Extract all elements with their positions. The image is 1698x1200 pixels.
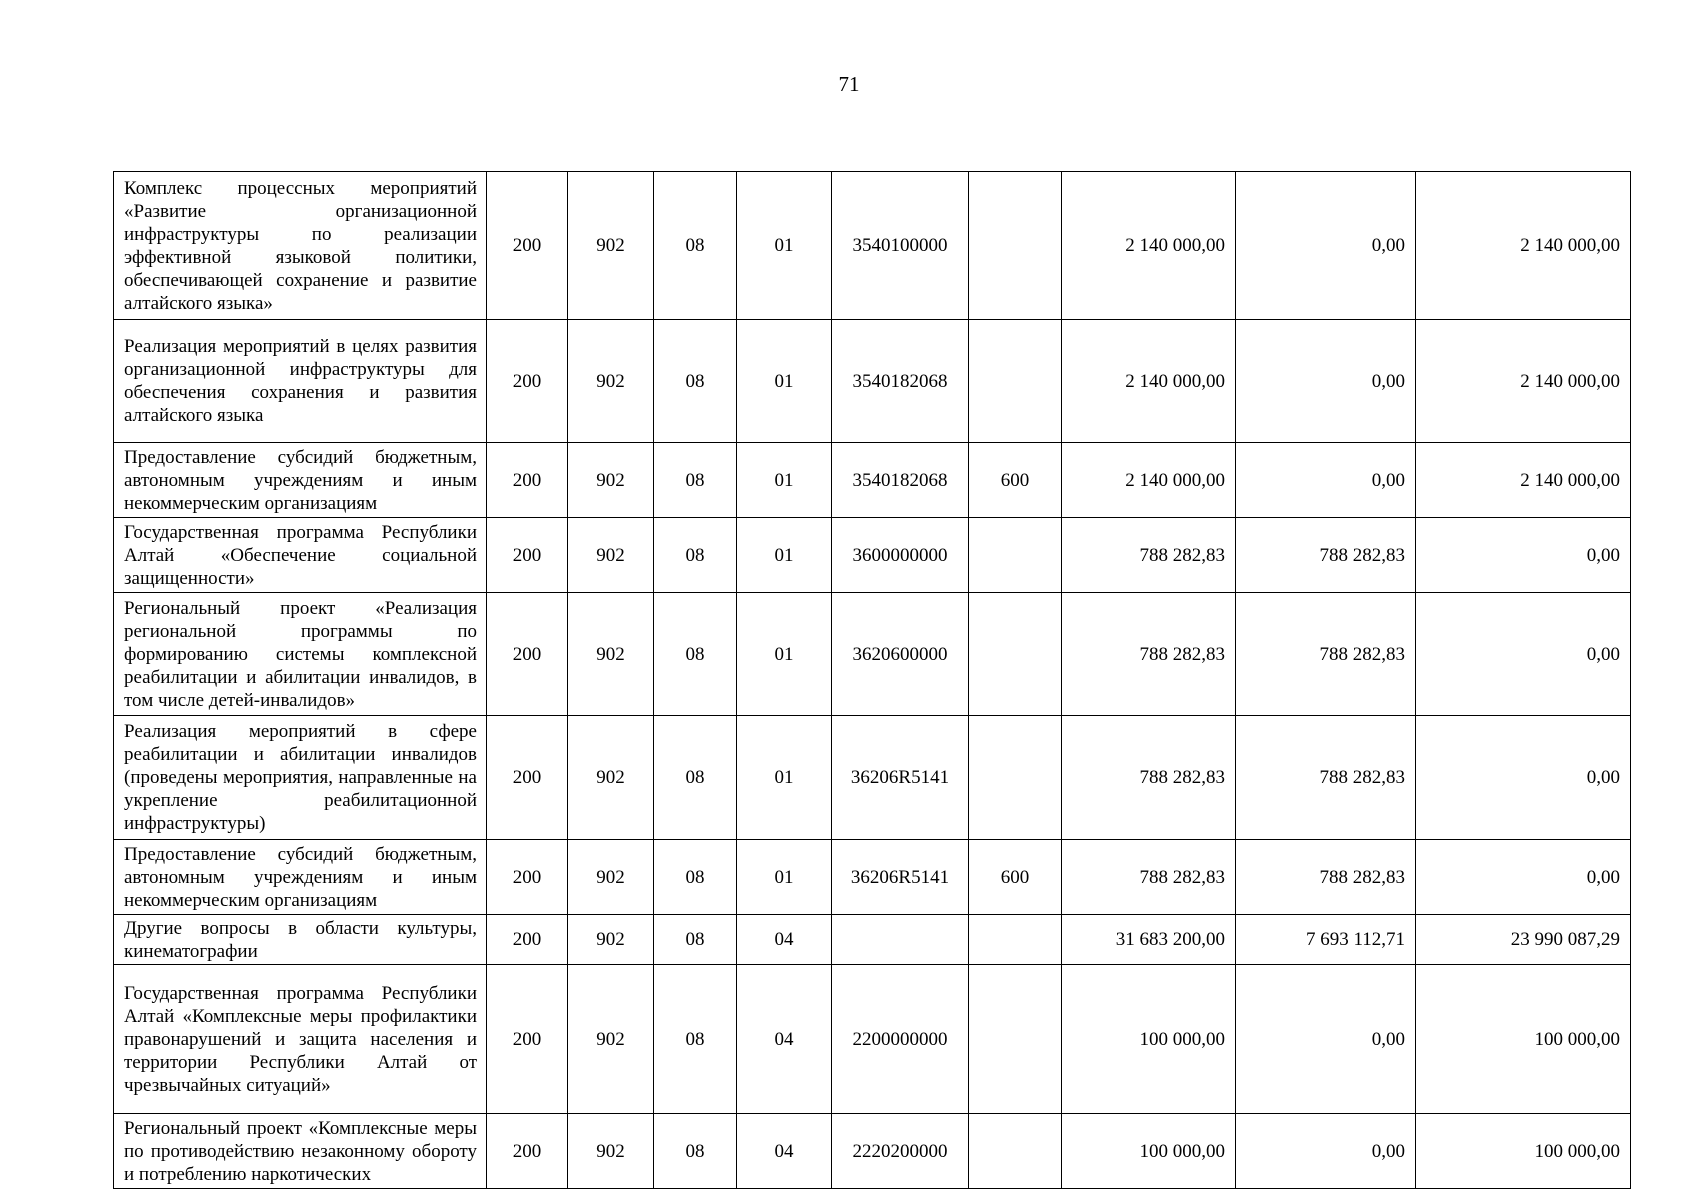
amount-regional-cell: 0,00: [1416, 840, 1631, 915]
code-cell: 200: [487, 443, 568, 518]
section-cell: 08: [654, 840, 737, 915]
admin-code-cell: 902: [568, 915, 654, 965]
amount-regional-cell: 100 000,00: [1416, 1114, 1631, 1189]
table-row: [114, 716, 1631, 840]
subsection-cell: 01: [737, 443, 832, 518]
target-article-cell: [832, 915, 969, 965]
amount-total-cell: 2 140 000,00: [1062, 320, 1236, 443]
expense-type-cell: [969, 965, 1062, 1114]
target-article-cell: 2220200000: [832, 1114, 969, 1189]
amount-federal-cell: 788 282,83: [1236, 716, 1416, 840]
code-cell: 200: [487, 716, 568, 840]
amount-total-cell: 100 000,00: [1062, 965, 1236, 1114]
code-cell: 200: [487, 518, 568, 593]
subsection-cell: 01: [737, 518, 832, 593]
amount-federal-cell: 0,00: [1236, 172, 1416, 320]
expense-type-cell: [969, 915, 1062, 965]
expense-type-cell: [969, 518, 1062, 593]
amount-total-cell: 788 282,83: [1062, 518, 1236, 593]
amount-total-cell: 788 282,83: [1062, 716, 1236, 840]
expense-type-cell: 600: [969, 443, 1062, 518]
subsection-cell: 01: [737, 716, 832, 840]
amount-federal-cell: 788 282,83: [1236, 518, 1416, 593]
subsection-cell: 01: [737, 320, 832, 443]
amount-total-cell: 788 282,83: [1062, 840, 1236, 915]
target-article-cell: 3620600000: [832, 593, 969, 716]
row-name: Государственная программа Республики Алтай «Обеспечение социальной защищенности»: [114, 518, 487, 593]
subsection-cell: 04: [737, 965, 832, 1114]
budget-table: [113, 171, 1631, 1189]
row-name: Реализация мероприятий в сфере реабилитации и абилитации инвалидов (проведены мероприятия, направленные на укрепление реабилитационной инфраструктуры): [114, 716, 487, 840]
admin-code-cell: 902: [568, 593, 654, 716]
target-article-cell: 36206R5141: [832, 716, 969, 840]
section-cell: 08: [654, 443, 737, 518]
subsection-cell: 01: [737, 840, 832, 915]
row-name: Реализация мероприятий в целях развития организационной инфраструктуры для обеспечения сохранения и развития алтайского языка: [114, 320, 487, 443]
table-row: [114, 915, 1631, 965]
admin-code-cell: 902: [568, 320, 654, 443]
expense-type-cell: [969, 716, 1062, 840]
amount-regional-cell: 2 140 000,00: [1416, 320, 1631, 443]
table-row: [114, 840, 1631, 915]
amount-total-cell: 31 683 200,00: [1062, 915, 1236, 965]
subsection-cell: 01: [737, 172, 832, 320]
amount-regional-cell: 0,00: [1416, 518, 1631, 593]
section-cell: 08: [654, 1114, 737, 1189]
amount-federal-cell: 0,00: [1236, 1114, 1416, 1189]
admin-code-cell: 902: [568, 443, 654, 518]
section-cell: 08: [654, 172, 737, 320]
expense-type-cell: 600: [969, 840, 1062, 915]
subsection-cell: 04: [737, 1114, 832, 1189]
amount-federal-cell: 0,00: [1236, 443, 1416, 518]
target-article-cell: 2200000000: [832, 965, 969, 1114]
code-cell: 200: [487, 593, 568, 716]
target-article-cell: 36206R5141: [832, 840, 969, 915]
target-article-cell: 3540182068: [832, 320, 969, 443]
code-cell: 200: [487, 1114, 568, 1189]
amount-regional-cell: 23 990 087,29: [1416, 915, 1631, 965]
amount-federal-cell: 7 693 112,71: [1236, 915, 1416, 965]
table-row: [114, 965, 1631, 1114]
code-cell: 200: [487, 840, 568, 915]
amount-federal-cell: 788 282,83: [1236, 840, 1416, 915]
section-cell: 08: [654, 518, 737, 593]
table-row: [114, 593, 1631, 716]
section-cell: 08: [654, 593, 737, 716]
admin-code-cell: 902: [568, 965, 654, 1114]
amount-regional-cell: 0,00: [1416, 716, 1631, 840]
amount-federal-cell: 0,00: [1236, 965, 1416, 1114]
target-article-cell: 3540182068: [832, 443, 969, 518]
amount-total-cell: 100 000,00: [1062, 1114, 1236, 1189]
code-cell: 200: [487, 915, 568, 965]
table-row: [114, 518, 1631, 593]
code-cell: 200: [487, 172, 568, 320]
section-cell: 08: [654, 716, 737, 840]
expense-type-cell: [969, 593, 1062, 716]
row-name: Другие вопросы в области культуры, кинематографии: [114, 915, 487, 965]
expense-type-cell: [969, 172, 1062, 320]
amount-total-cell: 788 282,83: [1062, 593, 1236, 716]
admin-code-cell: 902: [568, 1114, 654, 1189]
expense-type-cell: [969, 1114, 1062, 1189]
section-cell: 08: [654, 965, 737, 1114]
page-number: 71: [838, 72, 860, 96]
amount-federal-cell: 788 282,83: [1236, 593, 1416, 716]
admin-code-cell: 902: [568, 716, 654, 840]
row-name: Региональный проект «Реализация региональной программы по формированию системы комплексной реабилитации и абилитации инвалидов, в том числе детей-инвалидов»: [114, 593, 487, 716]
amount-total-cell: 2 140 000,00: [1062, 172, 1236, 320]
target-article-cell: 3600000000: [832, 518, 969, 593]
row-name: Региональный проект «Комплексные меры по противодействию незаконному обороту и потреблению наркотических: [114, 1114, 487, 1189]
row-name: Государственная программа Республики Алтай «Комплексные меры профилактики правонарушений и защита населения и территории Республики Алтай от чрезвычайных ситуаций»: [114, 965, 487, 1114]
amount-regional-cell: 2 140 000,00: [1416, 443, 1631, 518]
amount-regional-cell: 0,00: [1416, 593, 1631, 716]
code-cell: 200: [487, 320, 568, 443]
table-row: [114, 320, 1631, 443]
amount-federal-cell: 0,00: [1236, 320, 1416, 443]
row-name: Предоставление субсидий бюджетным, автономным учреждениям и иным некоммерческим организациям: [114, 443, 487, 518]
admin-code-cell: 902: [568, 172, 654, 320]
table-row: [114, 1114, 1631, 1189]
subsection-cell: 04: [737, 915, 832, 965]
row-name: Предоставление субсидий бюджетным, автономным учреждениям и иным некоммерческим организациям: [114, 840, 487, 915]
table-row: [114, 172, 1631, 320]
row-name: Комплекс процессных мероприятий «Развитие организационной инфраструктуры по реализации эффективной языковой политики, обеспечивающей сохранение и развитие алтайского языка»: [114, 172, 487, 320]
amount-regional-cell: 100 000,00: [1416, 965, 1631, 1114]
section-cell: 08: [654, 320, 737, 443]
code-cell: 200: [487, 965, 568, 1114]
expense-type-cell: [969, 320, 1062, 443]
amount-regional-cell: 2 140 000,00: [1416, 172, 1631, 320]
admin-code-cell: 902: [568, 518, 654, 593]
section-cell: 08: [654, 915, 737, 965]
amount-total-cell: 2 140 000,00: [1062, 443, 1236, 518]
target-article-cell: 3540100000: [832, 172, 969, 320]
subsection-cell: 01: [737, 593, 832, 716]
admin-code-cell: 902: [568, 840, 654, 915]
table-row: [114, 443, 1631, 518]
